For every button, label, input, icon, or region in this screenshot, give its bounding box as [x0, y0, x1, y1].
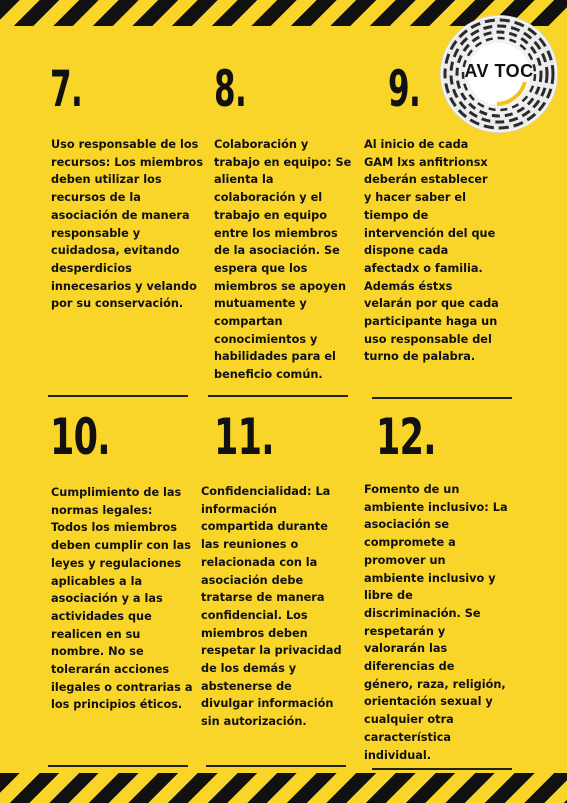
rule-number-7: 7.: [50, 60, 83, 118]
bottom-hazard-stripe: [0, 773, 567, 803]
divider-10: [48, 765, 188, 767]
rule-number-9: 9.: [388, 60, 421, 118]
rule-text-12: Fomento de un ambiente inclusivo: La asociación se compromete a promover un ambiente inclusivo y libre de discriminación. Se respetarán y valorarán las diferencias de género, raza, religión, orientación sexual y cualquier otra característica individual.: [364, 483, 508, 762]
rule-text-9: Al inicio de cada GAM lxs anfitrionsx deberán establecer y hacer saber el tiempo de intervención del que dispone cada afectadx o familia. Además éstxs velarán por que cada participante haga un uso responsable del turno de palabra.: [364, 138, 499, 364]
divider-11: [206, 765, 346, 767]
divider-12: [372, 768, 512, 770]
divider-9: [372, 397, 512, 399]
logo-text: AV TOC: [464, 61, 534, 81]
rule-text-10: Cumplimiento de las normas legales: Todos los miembros deben cumplir con las leyes y regulaciones aplicables a la asociación y a las actividades que realicen en su nombre. No se tolerarán acciones ilegales o contrarias a los principios éticos.: [51, 486, 193, 712]
rule-text-7: Uso responsable de los recursos: Los miembros deben utilizar los recursos de la asociación de manera responsable y cuidadosa, evitando desperdicios innecesarios y velando por su conservación.: [51, 138, 204, 311]
rule-number-11: 11.: [214, 408, 274, 466]
divider-7: [48, 395, 188, 397]
rule-text-11: Confidencialidad: La información compartida durante las reuniones o relacionada con la asociación debe tratarse de manera confidencial. Los miembros deben respetar la privacidad de los demás y abstenerse de divulgar información sin autorización.: [201, 485, 342, 729]
divider-8: [208, 395, 348, 397]
rule-number-8: 8.: [214, 60, 247, 118]
rule-text-8: Colaboración y trabajo en equipo: Se alienta la colaboración y el trabajo en equipo entre los miembros de la asociación. Se espera que los miembros se apoyen mutuamente y compartan conocimientos y habilidades para el beneficio común.: [214, 138, 352, 382]
rule-number-12: 12.: [376, 408, 436, 466]
rule-number-10: 10.: [50, 408, 110, 466]
avtoc-logo: [441, 16, 557, 132]
